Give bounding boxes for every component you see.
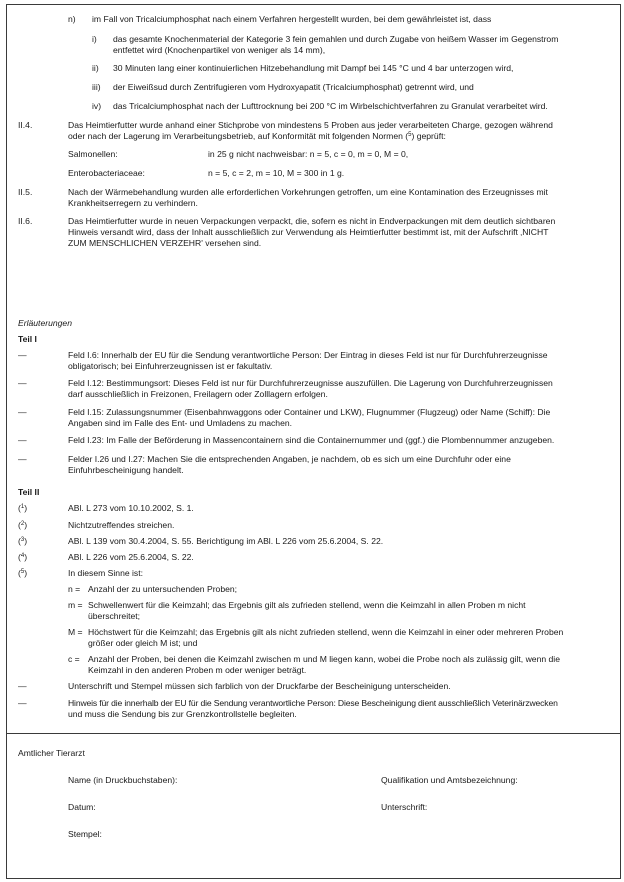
criteria-name: Salmonellen: [68, 149, 118, 159]
remark-text: Unterschrift und Stempel müssen sich farblich von der Druckfarbe der Bescheinigung unterscheiden. [68, 681, 451, 691]
sub-item-label: ii) [92, 63, 99, 73]
clause-label: II.4. [18, 120, 33, 130]
signature-field-label: Unterschrift: [381, 802, 428, 812]
note-text: Feld I.15: Zulassungsnummer (Eisenbahnwaggons oder Container und LKW), Flugnummer (Flugzeug) oder Name (Schiff): Die [68, 407, 551, 417]
sub-item-text-cont: entfettet wird (Knochenpartikel von weniger als 14 mm), [113, 45, 326, 55]
dash-bullet: — [18, 407, 27, 417]
remark-text: Hinweis für die innerhalb der EU für die Sendung verantwortliche Person: Diese Bescheinigung dient ausschließlich Veterinärzwecken [68, 698, 558, 708]
footnote-number: ($^4$) [18, 552, 28, 562]
definition-text: Schwellenwert für die Keimzahl; das Ergebnis gilt als zufrieden stellend, wenn die Keimzahl in allen Proben m nicht [88, 600, 526, 610]
note-text: Feld I.12: Bestimmungsort: Dieses Feld ist nur für Durchfuhrerzeugnisse auszufüllen. Die Lagerung von Durchfuhrerzeugnissen [68, 378, 553, 388]
clause-text-cont: ZUM MENSCHLICHEN VERZEHR' versehen sind. [68, 238, 262, 248]
definition-text: Anzahl der Proben, bei denen die Keimzahl zwischen m und M liegen kann, wobei die Probe noch als zulässig gilt, wenn die [88, 654, 560, 664]
footnote-number: ($^3$) [18, 536, 28, 546]
note-text: Felder I.26 und I.27: Machen Sie die entsprechenden Angaben, je nachdem, ob es sich um eine Durchfuhr oder eine [68, 454, 511, 464]
sub-item-text: das gesamte Knochenmaterial der Kategorie 3 fein gemahlen und durch Zugabe von heißem Wasser im Gegenstrom [113, 34, 559, 44]
dash-bullet: — [18, 454, 27, 464]
teil-2-title: Teil II [18, 487, 40, 497]
footnote-number: ($^2$) [18, 520, 28, 530]
official-vet-title: Amtlicher Tierarzt [18, 748, 85, 758]
dash-bullet: — [18, 435, 27, 445]
name-field-label: Name (in Druckbuchstaben): [68, 775, 178, 785]
dash-bullet: — [18, 681, 27, 691]
footnote-text: In diesem Sinne ist: [68, 568, 143, 578]
item-n-label: n) [68, 14, 76, 24]
note-text: Feld I.6: Innerhalb der EU für die Sendung verantwortliche Person: Der Eintrag in dieses Feld ist nur für Durchfuhrerzeugnisse [68, 350, 548, 360]
teil-1-title: Teil I [18, 334, 37, 344]
sub-item-text: der Eiweißsud durch Zentrifugieren vom Hydroxyapatit (Tricalciumphosphat) getrennt wird, und [113, 82, 474, 92]
footnote-number: ($^1$) [18, 503, 28, 513]
note-text: Feld I.23: Im Falle der Beförderung in Massencontainern sind die Containernummer und (ggf.) die Plombennummer anzugeben. [68, 435, 555, 445]
dash-bullet: — [18, 378, 27, 388]
footnote-text: ABl. L 139 vom 30.4.2004, S. 55. Berichtigung im ABl. L 226 vom 25.6.2004, S. 22. [68, 536, 384, 546]
section-divider [6, 733, 621, 734]
clause-text: Das Heimtierfutter wurde in neuen Verpackungen verpackt, die, sofern es nicht in Endverpackungen mit dem deutlich sichtbaren [68, 216, 556, 226]
dash-bullet: — [18, 698, 27, 708]
item-n-text: im Fall von Tricalciumphosphat nach einem Verfahren hergestellt wurden, bei dem gewährleistet ist, dass [92, 14, 492, 24]
sub-item-text: das Tricalciumphosphat nach der Lufttrocknung bei 200 °C im Wirbelschichtverfahren zu Granulat verarbeitet wird. [113, 101, 548, 111]
remark-text-cont: und muss die Sendung bis zur Grenzkontrollstelle begleiten. [68, 709, 297, 719]
qualification-field-label: Qualifikation und Amtsbezeichnung: [381, 775, 518, 785]
note-text-cont: darf ausschließlich in Freizonen, Freilagern oder Zolllagern erfolgen. [68, 389, 328, 399]
date-field-label: Datum: [68, 802, 96, 812]
notes-heading: Erläuterungen [18, 318, 72, 328]
footnote-text: ABl. L 273 vom 10.10.2002, S. 1. [68, 503, 194, 513]
note-text-cont: obligatorisch; bei Einfuhrerzeugnissen ist er fakultativ. [68, 361, 273, 371]
definition-text: Höchstwert für die Keimzahl; das Ergebnis gilt als nicht zufrieden stellend, wenn die Keimzahl in einer oder mehreren Proben [88, 627, 564, 637]
definition-text-cont: überschreitet; [88, 611, 141, 621]
clause-text-cont: Krankheitserregern zu verhindern. [68, 198, 198, 208]
criteria-value: n = 5, c = 2, m = 10, M = 300 in 1 g. [208, 168, 345, 178]
criteria-name: Enterobacteriaceae: [68, 168, 145, 178]
definition-text: Anzahl der zu untersuchenden Proben; [88, 584, 238, 594]
sub-item-text: 30 Minuten lang einer kontinuierlichen Hitzebehandlung mit Dampf bei 145 °C und 4 bar unterzogen wird, [113, 63, 514, 73]
criteria-value: in 25 g nicht nachweisbar: n = 5, c = 0, m = 0, M = 0, [208, 149, 409, 159]
sub-item-label: i) [92, 34, 97, 44]
definition-text-cont: größer oder gleich M ist; und [88, 638, 198, 648]
footnote-text: Nichtzutreffendes streichen. [68, 520, 175, 530]
clause-text-cont: Hinweis versandt wird, dass der Inhalt ausschließlich zur Verwendung als Heimtierfutter bestimmt ist, mit der Aufschrift ‚NICHT [68, 227, 549, 237]
definition-symbol: m = [68, 600, 83, 610]
clause-text: Nach der Wärmebehandlung wurden alle erforderlichen Vorkehrungen getroffen, um eine Kontamination des Erzeugnisses mit [68, 187, 548, 197]
sub-item-label: iv) [92, 101, 102, 111]
clause-label: II.5. [18, 187, 33, 197]
definition-symbol: n = [68, 584, 81, 594]
note-text-cont: Einfuhrbescheinigung handelt. [68, 465, 184, 475]
dash-bullet: — [18, 350, 27, 360]
clause-text: Das Heimtierfutter wurde anhand einer Stichprobe von mindestens 5 Proben aus jeder verarbeiteten Charge, gezogen während [68, 120, 553, 130]
definition-symbol: M = [68, 627, 83, 637]
clause-text-cont: oder nach der Lagerung im Verarbeitungsbetrieb, auf Konformität mit folgenden Normen ($^5$) geprüft: [68, 131, 446, 141]
sub-item-label: iii) [92, 82, 101, 92]
clause-label: II.6. [18, 216, 33, 226]
definition-symbol: c = [68, 654, 80, 664]
stamp-field-label: Stempel: [68, 829, 102, 839]
footnote-number: ($^5$) [18, 568, 28, 578]
definition-text-cont: Keimzahl in den anderen Proben m oder weniger beträgt. [88, 665, 307, 675]
note-text-cont: Angaben sind im Falle des Ent- und Umladens zu machen. [68, 418, 293, 428]
footnote-text: ABl. L 226 vom 25.6.2004, S. 22. [68, 552, 194, 562]
